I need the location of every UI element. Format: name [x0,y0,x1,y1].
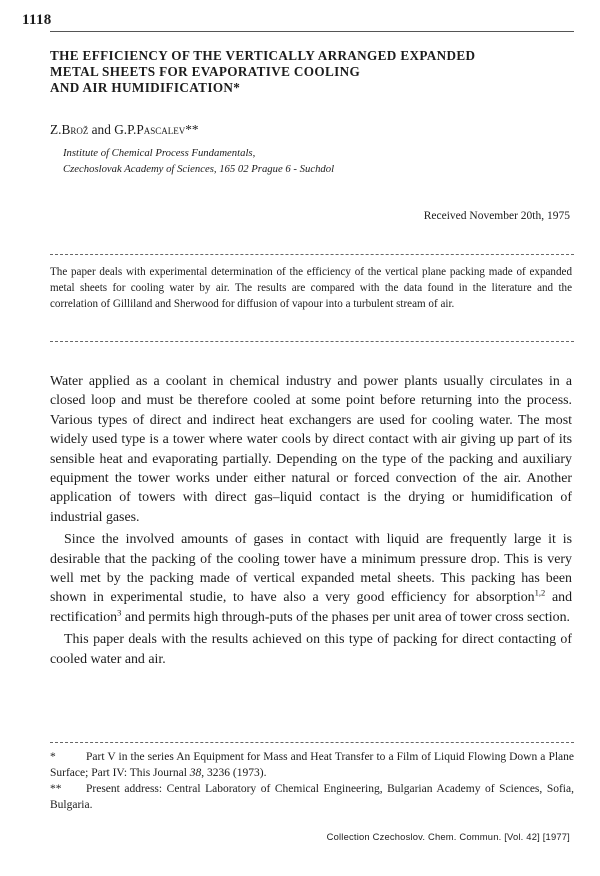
footnote-text: Present address: Central Laboratory of Chemical Engineering, Bulgarian Academy of Sciences, Sofia, Bulgaria. [50,783,574,811]
footnote-mark: * [50,751,56,763]
footnote-text-end: , 3236 (1973). [201,767,267,779]
article-title [50,48,570,96]
footnote-text: Part V in the series An Equipment for Mass and Heat Transfer to a Film of Liquid Flowing Down a Plane Surface; Part IV: This Journal [50,751,574,779]
title-line: METAL SHEETS FOR EVAPORATIVE COOLING [50,64,361,79]
body-paragraph: Water applied as a coolant in chemical industry and power plants usually circulates in a closed loop and must be therefore cooled at some point before returning into the process. Various types of direct and indirect heat exchangers are used for cooling water. The most widely used type is a tower where water cools by direct contact with air giving up part of its sensible heat and evaporating partially. Depending on the type of the packing and auxiliary equipment the tower works under either natural or forced convection of the air. Another application of towers with direct gas–liquid contact is the drying or humidification of industrial gases. [50,374,572,525]
paragraph-text: and permits high through-puts of the phases per unit area of tower cross section. [121,609,570,625]
author-1-surname: rož [70,122,89,137]
author-2-initial: G.P.P [114,122,144,137]
body-paragraph [50,530,572,627]
affiliation [63,145,334,177]
abstract: The paper deals with experimental determination of the efficiency of the vertical plane packing made of expanded metal sheets for cooling water by air. The results are compared with the data found in the literature and the correlation of Gilliland and Sherwood for diffusion of vapour into a turbulent stream of air. [50,266,572,310]
affiliation-line: Czechoslovak Academy of Sciences, 165 02 Prague 6 - Suchdol [63,163,335,175]
authors-and: and [88,122,115,137]
page-number: 1118 [22,12,52,28]
body-text [50,372,572,669]
footnote-rule [50,742,574,743]
title-line: THE EFFICIENCY OF THE VERTICALLY ARRANGED EXPANDED [50,48,476,63]
footnote-mark: ** [50,783,62,795]
affiliation-line: Institute of Chemical Process Fundamentals, [63,147,256,159]
header-rule [50,31,574,32]
paragraph-text: Since the involved amounts of gases in contact with liquid are frequently large it is desirable that the packing of the cooling tower have a minimum pressure drop. This is very well met by the packing made of vertical expanded metal sheets. This packing has been shown in experimental studie, to have also a very good efficiency for absorption [50,532,572,606]
authors [50,122,199,138]
paragraph-text: and rectification [50,590,573,625]
citation-superscript: 1,2 [534,587,546,598]
citation-superscript: 3 [117,607,122,618]
author-2-surname: ascalev [143,122,186,137]
footnote [50,781,574,813]
footnote [50,749,574,781]
author-2-footnote-mark: ** [185,122,199,137]
journal-footer: Collection Czechoslov. Chem. Commun. [Vol. 42] [1977] [326,831,570,842]
title-line: AND AIR HUMIDIFICATION* [50,80,241,95]
body-paragraph: This paper deals with the results achieved on this type of packing for direct contacting of cooled water and air. [50,632,572,667]
footnote-volume: 38 [189,767,202,779]
abstract-bottom-rule [50,341,574,342]
abstract-top-rule [50,254,574,255]
author-1-initial: Z.B [50,122,71,137]
received-date: Received November 20th, 1975 [423,210,570,222]
